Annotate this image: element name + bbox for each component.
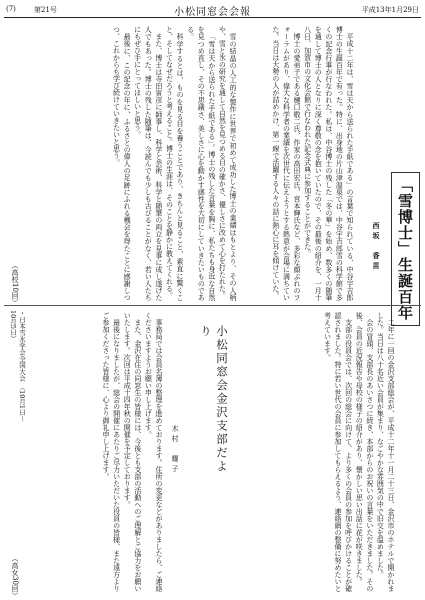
article1-class-note: （高校10回） [11,262,19,306]
article2-paragraph: 支部の役員会では、次回の総会に向けて、より多くの会員の参加を呼びかけることが確認されました。特に若い世代の会員に参加してもらえるよう、連絡網の整備に努めたいと考えています。 [323,312,353,592]
article2-paragraph: 会の冒頭、支部長のあいさつに続き、本部からのお祝いの言葉をいただきました。その後、会員の近況報告や母校の様子の紹介があり、懐かしい思い出話に花が咲きました。 [355,312,374,592]
article1-paragraph: 平成十二年は、雪は天から送られた手紙である」の言葉で知られている、中谷宇吉郎博士の生誕百年で有った。特に、出身地の片山津温泉では、中谷宇吉郎雪の科学館で多くの記念行事が行なわれた。私は、中谷博士の残した「冬の華」を始め、数多くの随筆を通して博士の人となりに深く尊敬の念を抱いていたので、その最後の紹介を、一月十八日、加賀市の文化会館で行なわれた記念式典に参加することができた。 [303,26,354,301]
article2-title: 小松同窓会金沢支部だより [199,325,229,474]
article1-paragraph: 博士の愛弟子である樋口敬二氏、作家の高田宏氏、宮本輝氏など、多彩な顔ぶれのフォーラムがあり、偉大な科学者の業績を次世代に伝えようとする熱意が会場に満ちていた。当日は大勢の人が詰めかけ、第一線で活躍する人々の話に熱心に耳を傾けていた。 [271,26,302,301]
article1-paragraph: 「雪は天から送られた手紙である」。博士の残した言葉を胸に、私たちも身近な自然を見つめ直し、その不思議さ、美しさに心を動かす感性を大切にしていきたいものである。 [186,26,216,301]
header-rule [4,17,421,18]
article1-title: 「雪博士」生誕百年 [391,172,420,326]
article1-body-left [6,26,238,301]
article1-paragraph: 雪の結晶の人工的な製作に世界で初めて成功した博士の業績はもとより、その人柄や、雪と氷の研究を通して自然を見つめる目の確かさ、優しさに改めて心を打たれた。 [218,26,237,301]
page-header [0,0,425,20]
article1-author: 西坂 香苗 [372,222,381,272]
newsletter-title: 小松同窓会会報 [174,7,251,18]
article2-paragraph: 最後になりましたが、総会の開催にあたりご尽力いただいた役員の皆様、また遠方よりご参加くださった皆様に、心より御礼申し上げます。 [102,312,121,592]
article2-author: 木村 耀子 [171,425,179,475]
article2-paragraph: また、金沢在住の同窓生の皆様には、今後とも支部の活動へのご理解とご協力をお願いいたします。次回は平成十四年秋の開催を予定しております。 [123,312,142,592]
article1-paragraph: 科学するとは、ものを見る目を養うことであり、きちんと見ること、素直に驚くこと、そしてなぜだろうと考えること。博士の生涯は、そのことを静かに教えてくれる。 [165,26,185,301]
publication-date: 平成13年1月29日 [361,6,419,14]
article2-class-note: （高女30回） [11,555,19,599]
article2-paragraph: 二年に一回の金沢支部総会が、平成十二年十一月二十三日、金沢市のホテルで開かれました。当日は八十名近い会員が集まり、なごやかな雰囲気の中で旧交を温めました。 [376,312,395,592]
event-notice-title: ・日本雪氷学会全国大会 [18,310,26,382]
article2-body-right [226,312,396,592]
event-notice-dates: （10月1日〜10月5日） [9,310,26,422]
article2-paragraph: 事務局では会員名簿の整理を進めております。住所の変更などがありましたら、ご連絡くださいますようお願い申し上げます。 [144,312,163,592]
article1-paragraph: また、博士は寺田寅彦に師事し、科学と芸術、科学と随筆の両立を見事に成し遂げた人でもあった。博士の残した随筆は、今読んでも少しも古びることがなく、若い人たちにもぜひ手にとってほしいと思う。 [133,26,163,301]
issue-number: 第21号 [34,6,57,14]
article1-body-right [243,26,355,301]
page-number: (7) [6,5,16,13]
article1-paragraph: 最後に、この記念の年に、ふるさとの偉人の足跡にふれる機会を得たことに感謝しつつ、これからも学び続けていきたいと思う。 [112,26,132,301]
section-divider [4,305,421,306]
article2-body-left [6,312,164,592]
